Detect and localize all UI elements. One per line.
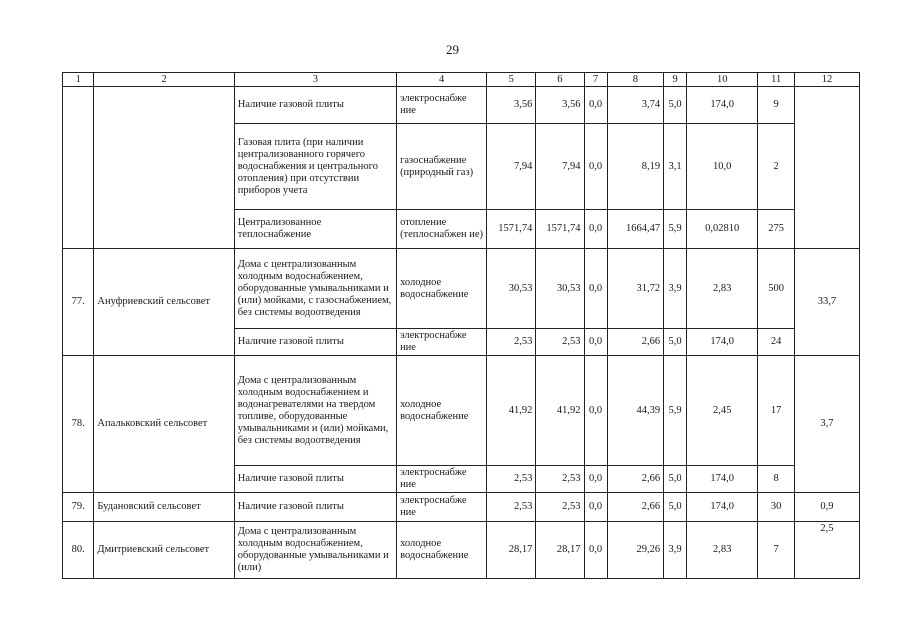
service-cell: электроснабже ние [397, 87, 487, 124]
description-cell: Дома с централизованным холодным водоснабжением и водонагревателями на твердом топливе, оборудованные умывальниками и (или) мойками, без системы водоотведения [234, 356, 396, 466]
service-cell: отопление (теплоснабжен ие) [397, 210, 487, 249]
settlement-name-cell: Ануфриевский сельсовет [94, 249, 234, 356]
value-cell: 2,66 [607, 493, 664, 522]
value-cell: 2,53 [487, 466, 536, 493]
service-cell: электроснабже ние [397, 329, 487, 356]
value-cell [794, 87, 859, 249]
value-cell: 5,0 [664, 466, 687, 493]
value-cell: 17 [758, 356, 795, 466]
table-row [63, 356, 860, 466]
header-cell: 6 [536, 73, 584, 87]
service-cell: электроснабже ние [397, 466, 487, 493]
value-cell: 5,9 [664, 210, 687, 249]
header-cell: 11 [758, 73, 795, 87]
value-cell: 2,53 [536, 493, 584, 522]
service-cell: газоснабжение (природный газ) [397, 124, 487, 210]
row-number-cell: 80. [63, 522, 94, 579]
value-cell: 0,0 [584, 493, 607, 522]
header-cell: 12 [794, 73, 859, 87]
description-cell: Централизованное теплоснабжение [234, 210, 396, 249]
value-cell: 41,92 [536, 356, 584, 466]
value-cell: 500 [758, 249, 795, 329]
value-cell: 2 [758, 124, 795, 210]
value-cell: 0,0 [584, 249, 607, 329]
value-cell: 0,0 [584, 329, 607, 356]
value-cell: 5,0 [664, 329, 687, 356]
settlement-name-cell: Дмитриевский сельсовет [94, 522, 234, 579]
value-cell: 275 [758, 210, 795, 249]
value-cell: 3,1 [664, 124, 687, 210]
value-cell: 30 [758, 493, 795, 522]
value-cell: 30,53 [536, 249, 584, 329]
value-cell: 2,53 [487, 329, 536, 356]
value-cell: 3,56 [487, 87, 536, 124]
service-cell: холодное водоснабжение [397, 356, 487, 466]
description-cell: Наличие газовой плиты [234, 87, 396, 124]
value-cell: 41,92 [487, 356, 536, 466]
table-row [63, 249, 860, 329]
header-cell: 5 [487, 73, 536, 87]
description-cell: Дома с централизованным холодным водоснабжением, оборудованные умывальниками и (или) [234, 522, 396, 579]
value-cell: 3,9 [664, 249, 687, 329]
page-number: 29 [446, 42, 459, 57]
value-cell: 3,7 [794, 356, 859, 493]
table-row [63, 522, 860, 579]
value-cell: 7 [758, 522, 795, 579]
value-cell: 10,0 [687, 124, 758, 210]
value-cell: 3,56 [536, 87, 584, 124]
table-row [63, 493, 860, 522]
settlement-name-cell: Будановский сельсовет [94, 493, 234, 522]
value-cell: 31,72 [607, 249, 664, 329]
value-cell: 174,0 [687, 493, 758, 522]
header-cell: 9 [664, 73, 687, 87]
value-cell: 8 [758, 466, 795, 493]
value-cell: 30,53 [487, 249, 536, 329]
row-number-cell [63, 87, 94, 249]
value-cell: 174,0 [687, 329, 758, 356]
value-cell: 2,53 [487, 493, 536, 522]
value-cell: 33,7 [794, 249, 859, 356]
value-cell: 29,26 [607, 522, 664, 579]
value-cell: 3,74 [607, 87, 664, 124]
service-cell: холодное водоснабжение [397, 249, 487, 329]
table-row [63, 87, 860, 124]
value-cell: 2,53 [536, 466, 584, 493]
value-cell: 7,94 [536, 124, 584, 210]
description-cell: Дома с централизованным холодным водоснабжением, оборудованные умывальниками и (или) мойками, с газоснабжением, без системы водоотведения [234, 249, 396, 329]
description-cell: Наличие газовой плиты [234, 466, 396, 493]
tariff-table [62, 72, 860, 579]
description-cell: Газовая плита (при наличии централизованного горячего водоснабжения и центрального отопления) при отсутствии приборов учета [234, 124, 396, 210]
description-cell: Наличие газовой плиты [234, 493, 396, 522]
header-cell: 7 [584, 73, 607, 87]
value-cell: 2,83 [687, 249, 758, 329]
value-cell: 44,39 [607, 356, 664, 466]
value-cell: 2,66 [607, 329, 664, 356]
value-cell: 7,94 [487, 124, 536, 210]
value-cell: 2,53 [536, 329, 584, 356]
value-cell: 5,0 [664, 87, 687, 124]
service-cell: электроснабже ние [397, 493, 487, 522]
settlement-name-cell [94, 87, 234, 249]
value-cell: 24 [758, 329, 795, 356]
value-cell: 0,02810 [687, 210, 758, 249]
value-cell: 1664,47 [607, 210, 664, 249]
value-cell: 5,9 [664, 356, 687, 466]
value-cell: 28,17 [536, 522, 584, 579]
value-cell: 1571,74 [487, 210, 536, 249]
value-cell: 2,83 [687, 522, 758, 579]
header-cell: 1 [63, 73, 94, 87]
service-cell: холодное водоснабжение [397, 522, 487, 579]
value-cell: 2,45 [687, 356, 758, 466]
value-cell: 0,9 [794, 493, 859, 522]
value-cell: 0,0 [584, 356, 607, 466]
value-cell: 8,19 [607, 124, 664, 210]
value-cell: 2,66 [607, 466, 664, 493]
header-cell: 2 [94, 73, 234, 87]
header-cell: 8 [607, 73, 664, 87]
value-cell: 0,0 [584, 466, 607, 493]
header-cell: 10 [687, 73, 758, 87]
value-cell: 0,0 [584, 87, 607, 124]
value-cell: 9 [758, 87, 795, 124]
value-cell: 1571,74 [536, 210, 584, 249]
value-cell: 28,17 [487, 522, 536, 579]
value-cell: 0,0 [584, 210, 607, 249]
value-cell: 0,0 [584, 124, 607, 210]
value-cell: 174,0 [687, 466, 758, 493]
settlement-name-cell: Апальковский сельсовет [94, 356, 234, 493]
row-number-cell: 77. [63, 249, 94, 356]
header-cell: 4 [397, 73, 487, 87]
description-cell: Наличие газовой плиты [234, 329, 396, 356]
value-cell: 5,0 [664, 493, 687, 522]
row-number-cell: 79. [63, 493, 94, 522]
header-row [63, 73, 860, 87]
value-cell: 174,0 [687, 87, 758, 124]
header-cell: 3 [234, 73, 396, 87]
value-cell: 3,9 [664, 522, 687, 579]
row-number-cell: 78. [63, 356, 94, 493]
value-cell: 0,0 [584, 522, 607, 579]
value-cell: 2,5 [794, 522, 859, 579]
